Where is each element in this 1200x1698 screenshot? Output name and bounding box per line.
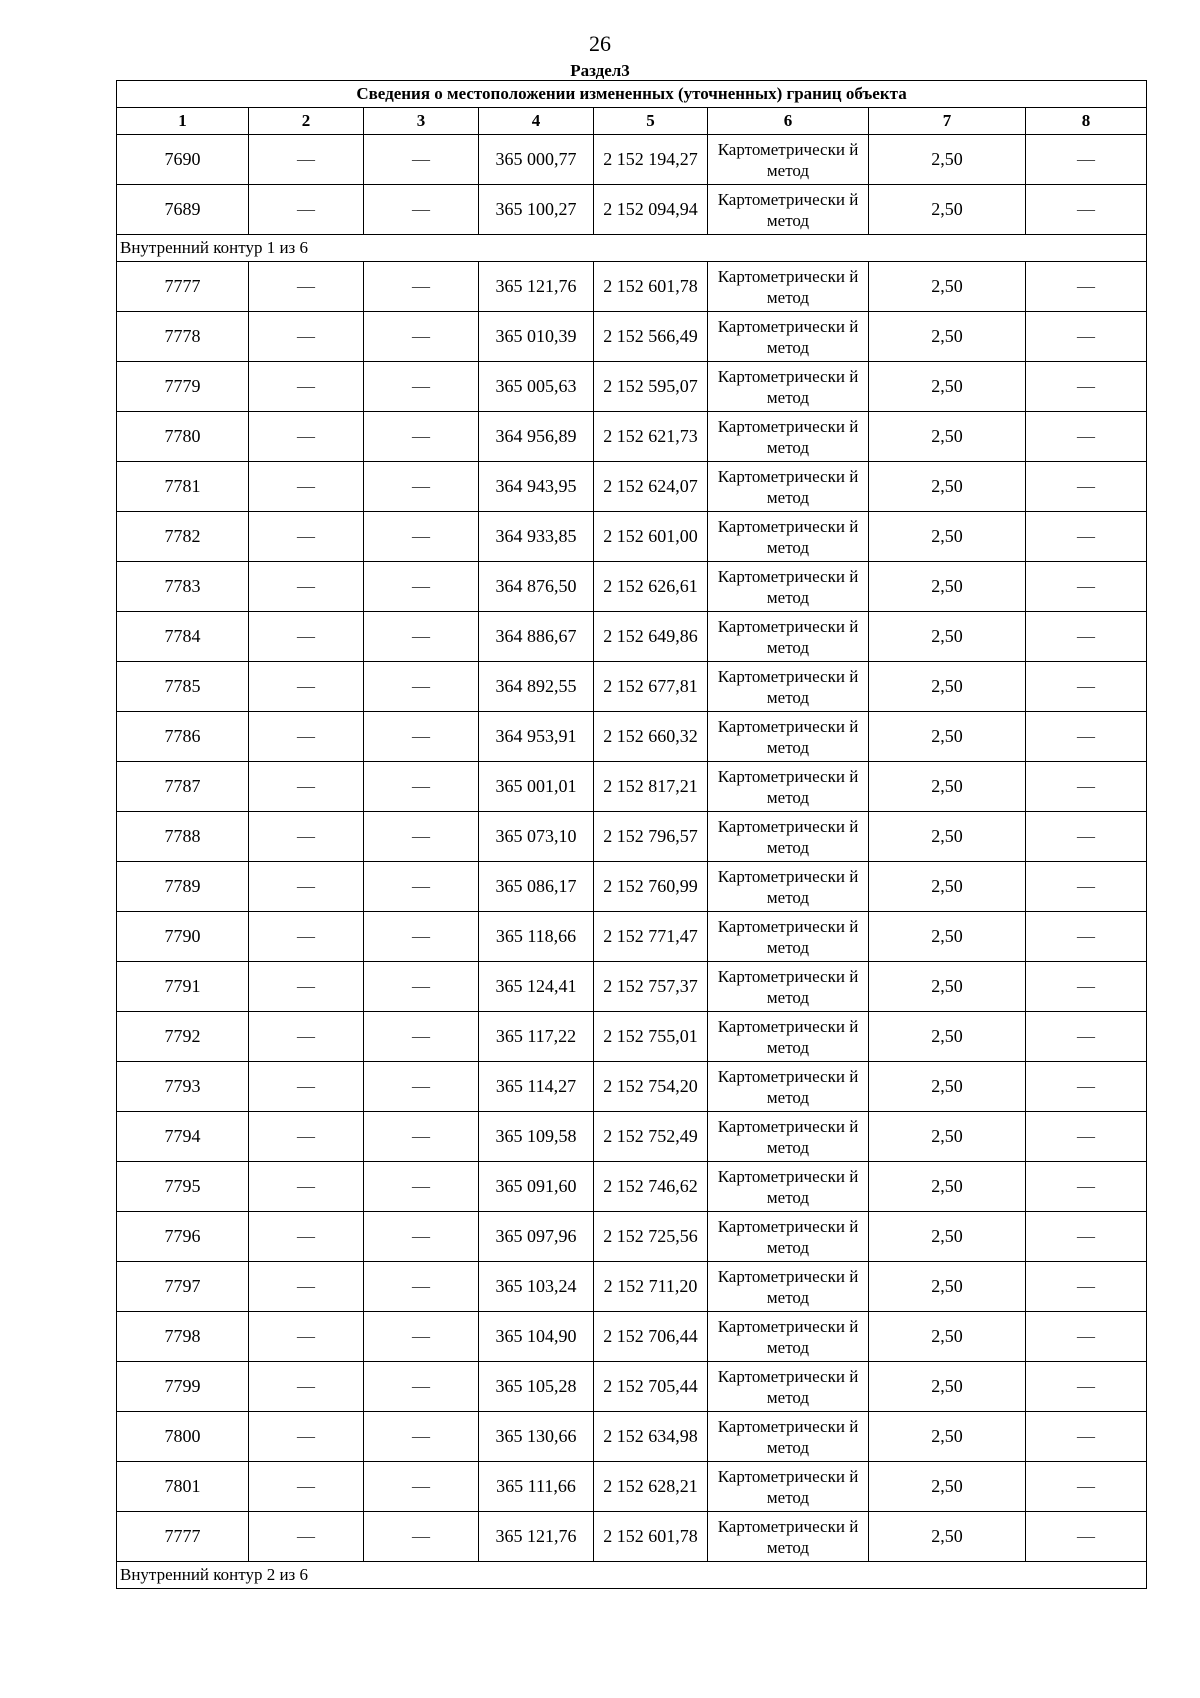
method-cell: Картометрически й метод bbox=[708, 562, 869, 612]
y-coordinate-cell: 2 152 677,81 bbox=[594, 662, 708, 712]
precision-cell: 2,50 bbox=[869, 1062, 1026, 1112]
table-row bbox=[117, 1412, 1147, 1462]
y-coordinate-cell: 2 152 601,78 bbox=[594, 1512, 708, 1562]
y-coordinate-cell: 2 152 634,98 bbox=[594, 1412, 708, 1462]
col3-cell: — bbox=[364, 1162, 479, 1212]
precision-cell: 2,50 bbox=[869, 1362, 1026, 1412]
point-number-cell: 7785 bbox=[117, 662, 249, 712]
col2-cell: — bbox=[249, 512, 364, 562]
table-row bbox=[117, 1262, 1147, 1312]
col2-cell: — bbox=[249, 462, 364, 512]
point-number-cell: 7779 bbox=[117, 362, 249, 412]
col8-cell: — bbox=[1026, 412, 1147, 462]
boundary-coordinates-table bbox=[116, 80, 1147, 1589]
x-coordinate-cell: 365 105,28 bbox=[479, 1362, 594, 1412]
x-coordinate-cell: 365 111,66 bbox=[479, 1462, 594, 1512]
method-cell: Картометрически й метод bbox=[708, 862, 869, 912]
col2-cell: — bbox=[249, 135, 364, 185]
method-cell: Картометрически й метод bbox=[708, 1262, 869, 1312]
col2-cell: — bbox=[249, 862, 364, 912]
precision-cell: 2,50 bbox=[869, 662, 1026, 712]
method-cell: Картометрически й метод bbox=[708, 1212, 869, 1262]
x-coordinate-cell: 365 130,66 bbox=[479, 1412, 594, 1462]
column-number: 4 bbox=[479, 108, 594, 135]
x-coordinate-cell: 365 091,60 bbox=[479, 1162, 594, 1212]
contour-label: Внутренний контур 1 из 6 bbox=[117, 235, 1147, 262]
col8-cell: — bbox=[1026, 912, 1147, 962]
y-coordinate-cell: 2 152 771,47 bbox=[594, 912, 708, 962]
col2-cell: — bbox=[249, 962, 364, 1012]
table-caption-row bbox=[117, 81, 1147, 108]
col8-cell: — bbox=[1026, 1062, 1147, 1112]
table-row bbox=[117, 1062, 1147, 1112]
point-number-cell: 7799 bbox=[117, 1362, 249, 1412]
point-number-cell: 7778 bbox=[117, 312, 249, 362]
y-coordinate-cell: 2 152 752,49 bbox=[594, 1112, 708, 1162]
x-coordinate-cell: 365 001,01 bbox=[479, 762, 594, 812]
col3-cell: — bbox=[364, 962, 479, 1012]
col3-cell: — bbox=[364, 362, 479, 412]
point-number-cell: 7791 bbox=[117, 962, 249, 1012]
method-cell: Картометрически й метод bbox=[708, 1362, 869, 1412]
contour-label: Внутренний контур 2 из 6 bbox=[117, 1562, 1147, 1589]
x-coordinate-cell: 365 124,41 bbox=[479, 962, 594, 1012]
col8-cell: — bbox=[1026, 662, 1147, 712]
col3-cell: — bbox=[364, 1462, 479, 1512]
precision-cell: 2,50 bbox=[869, 462, 1026, 512]
col3-cell: — bbox=[364, 612, 479, 662]
point-number-cell: 7777 bbox=[117, 1512, 249, 1562]
method-cell: Картометрически й метод bbox=[708, 1112, 869, 1162]
col8-cell: — bbox=[1026, 512, 1147, 562]
col8-cell: — bbox=[1026, 1162, 1147, 1212]
col3-cell: — bbox=[364, 862, 479, 912]
precision-cell: 2,50 bbox=[869, 812, 1026, 862]
table-row bbox=[117, 1312, 1147, 1362]
x-coordinate-cell: 364 956,89 bbox=[479, 412, 594, 462]
table-body bbox=[117, 81, 1147, 1589]
col8-cell: — bbox=[1026, 362, 1147, 412]
x-coordinate-cell: 365 109,58 bbox=[479, 1112, 594, 1162]
precision-cell: 2,50 bbox=[869, 912, 1026, 962]
method-cell: Картометрически й метод bbox=[708, 762, 869, 812]
col8-cell: — bbox=[1026, 1362, 1147, 1412]
col3-cell: — bbox=[364, 512, 479, 562]
method-cell: Картометрически й метод bbox=[708, 662, 869, 712]
col2-cell: — bbox=[249, 1262, 364, 1312]
point-number-cell: 7784 bbox=[117, 612, 249, 662]
x-coordinate-cell: 365 104,90 bbox=[479, 1312, 594, 1362]
table-row bbox=[117, 762, 1147, 812]
y-coordinate-cell: 2 152 754,20 bbox=[594, 1062, 708, 1112]
col2-cell: — bbox=[249, 662, 364, 712]
point-number-cell: 7780 bbox=[117, 412, 249, 462]
col3-cell: — bbox=[364, 812, 479, 862]
col2-cell: — bbox=[249, 812, 364, 862]
y-coordinate-cell: 2 152 621,73 bbox=[594, 412, 708, 462]
point-number-cell: 7795 bbox=[117, 1162, 249, 1212]
col8-cell: — bbox=[1026, 462, 1147, 512]
col3-cell: — bbox=[364, 1212, 479, 1262]
section-title: Раздел3 bbox=[570, 61, 630, 80]
y-coordinate-cell: 2 152 711,20 bbox=[594, 1262, 708, 1312]
contour-label-row bbox=[117, 1562, 1147, 1589]
col3-cell: — bbox=[364, 1262, 479, 1312]
x-coordinate-cell: 365 114,27 bbox=[479, 1062, 594, 1112]
column-number: 2 bbox=[249, 108, 364, 135]
col2-cell: — bbox=[249, 912, 364, 962]
column-number: 6 bbox=[708, 108, 869, 135]
x-coordinate-cell: 365 005,63 bbox=[479, 362, 594, 412]
point-number-cell: 7797 bbox=[117, 1262, 249, 1312]
col8-cell: — bbox=[1026, 562, 1147, 612]
table-row bbox=[117, 262, 1147, 312]
point-number-cell: 7796 bbox=[117, 1212, 249, 1262]
precision-cell: 2,50 bbox=[869, 762, 1026, 812]
table-row bbox=[117, 962, 1147, 1012]
table-row bbox=[117, 862, 1147, 912]
method-cell: Картометрически й метод bbox=[708, 185, 869, 235]
precision-cell: 2,50 bbox=[869, 412, 1026, 462]
y-coordinate-cell: 2 152 760,99 bbox=[594, 862, 708, 912]
col8-cell: — bbox=[1026, 862, 1147, 912]
precision-cell: 2,50 bbox=[869, 1262, 1026, 1312]
col8-cell: — bbox=[1026, 262, 1147, 312]
col3-cell: — bbox=[364, 262, 479, 312]
precision-cell: 2,50 bbox=[869, 1512, 1026, 1562]
col2-cell: — bbox=[249, 412, 364, 462]
y-coordinate-cell: 2 152 660,32 bbox=[594, 712, 708, 762]
table-caption: Сведения о местоположении измененных (уточненных) границ объекта bbox=[117, 81, 1147, 108]
col2-cell: — bbox=[249, 1462, 364, 1512]
method-cell: Картометрически й метод bbox=[708, 512, 869, 562]
y-coordinate-cell: 2 152 817,21 bbox=[594, 762, 708, 812]
point-number-cell: 7690 bbox=[117, 135, 249, 185]
method-cell: Картометрически й метод bbox=[708, 462, 869, 512]
table-row bbox=[117, 712, 1147, 762]
y-coordinate-cell: 2 152 626,61 bbox=[594, 562, 708, 612]
x-coordinate-cell: 364 876,50 bbox=[479, 562, 594, 612]
col8-cell: — bbox=[1026, 962, 1147, 1012]
table-row bbox=[117, 562, 1147, 612]
col2-cell: — bbox=[249, 1212, 364, 1262]
point-number-cell: 7793 bbox=[117, 1062, 249, 1112]
y-coordinate-cell: 2 152 755,01 bbox=[594, 1012, 708, 1062]
table-row bbox=[117, 135, 1147, 185]
col3-cell: — bbox=[364, 1112, 479, 1162]
table-row bbox=[117, 185, 1147, 235]
col3-cell: — bbox=[364, 1512, 479, 1562]
col8-cell: — bbox=[1026, 762, 1147, 812]
y-coordinate-cell: 2 152 601,00 bbox=[594, 512, 708, 562]
point-number-cell: 7788 bbox=[117, 812, 249, 862]
table-row bbox=[117, 612, 1147, 662]
table-row bbox=[117, 1112, 1147, 1162]
col2-cell: — bbox=[249, 1012, 364, 1062]
method-cell: Картометрически й метод bbox=[708, 1312, 869, 1362]
table-row bbox=[117, 312, 1147, 362]
col2-cell: — bbox=[249, 1412, 364, 1462]
col8-cell: — bbox=[1026, 1312, 1147, 1362]
x-coordinate-cell: 365 121,76 bbox=[479, 1512, 594, 1562]
x-coordinate-cell: 365 086,17 bbox=[479, 862, 594, 912]
method-cell: Картометрически й метод bbox=[708, 1462, 869, 1512]
col3-cell: — bbox=[364, 1012, 479, 1062]
y-coordinate-cell: 2 152 706,44 bbox=[594, 1312, 708, 1362]
col8-cell: — bbox=[1026, 712, 1147, 762]
col8-cell: — bbox=[1026, 612, 1147, 662]
column-number: 3 bbox=[364, 108, 479, 135]
column-number-row bbox=[117, 108, 1147, 135]
col2-cell: — bbox=[249, 712, 364, 762]
table-row bbox=[117, 1012, 1147, 1062]
precision-cell: 2,50 bbox=[869, 262, 1026, 312]
method-cell: Картометрически й метод bbox=[708, 912, 869, 962]
contour-label-row bbox=[117, 235, 1147, 262]
precision-cell: 2,50 bbox=[869, 562, 1026, 612]
table-row bbox=[117, 512, 1147, 562]
precision-cell: 2,50 bbox=[869, 185, 1026, 235]
x-coordinate-cell: 364 886,67 bbox=[479, 612, 594, 662]
col3-cell: — bbox=[364, 762, 479, 812]
precision-cell: 2,50 bbox=[869, 1112, 1026, 1162]
precision-cell: 2,50 bbox=[869, 612, 1026, 662]
col8-cell: — bbox=[1026, 1212, 1147, 1262]
point-number-cell: 7789 bbox=[117, 862, 249, 912]
col8-cell: — bbox=[1026, 1262, 1147, 1312]
col2-cell: — bbox=[249, 612, 364, 662]
point-number-cell: 7786 bbox=[117, 712, 249, 762]
point-number-cell: 7790 bbox=[117, 912, 249, 962]
y-coordinate-cell: 2 152 725,56 bbox=[594, 1212, 708, 1262]
point-number-cell: 7781 bbox=[117, 462, 249, 512]
point-number-cell: 7798 bbox=[117, 1312, 249, 1362]
x-coordinate-cell: 365 010,39 bbox=[479, 312, 594, 362]
method-cell: Картометрически й метод bbox=[708, 1162, 869, 1212]
point-number-cell: 7801 bbox=[117, 1462, 249, 1512]
col3-cell: — bbox=[364, 1362, 479, 1412]
y-coordinate-cell: 2 152 194,27 bbox=[594, 135, 708, 185]
y-coordinate-cell: 2 152 628,21 bbox=[594, 1462, 708, 1512]
y-coordinate-cell: 2 152 746,62 bbox=[594, 1162, 708, 1212]
point-number-cell: 7792 bbox=[117, 1012, 249, 1062]
x-coordinate-cell: 365 000,77 bbox=[479, 135, 594, 185]
col8-cell: — bbox=[1026, 1012, 1147, 1062]
column-number: 5 bbox=[594, 108, 708, 135]
method-cell: Картометрически й метод bbox=[708, 1012, 869, 1062]
x-coordinate-cell: 365 117,22 bbox=[479, 1012, 594, 1062]
x-coordinate-cell: 365 073,10 bbox=[479, 812, 594, 862]
point-number-cell: 7800 bbox=[117, 1412, 249, 1462]
column-number: 7 bbox=[869, 108, 1026, 135]
col8-cell: — bbox=[1026, 312, 1147, 362]
x-coordinate-cell: 365 097,96 bbox=[479, 1212, 594, 1262]
precision-cell: 2,50 bbox=[869, 312, 1026, 362]
y-coordinate-cell: 2 152 649,86 bbox=[594, 612, 708, 662]
col2-cell: — bbox=[249, 1362, 364, 1412]
method-cell: Картометрически й метод bbox=[708, 135, 869, 185]
col3-cell: — bbox=[364, 312, 479, 362]
method-cell: Картометрически й метод bbox=[708, 312, 869, 362]
x-coordinate-cell: 365 100,27 bbox=[479, 185, 594, 235]
col8-cell: — bbox=[1026, 1462, 1147, 1512]
y-coordinate-cell: 2 152 595,07 bbox=[594, 362, 708, 412]
point-number-cell: 7777 bbox=[117, 262, 249, 312]
table-row bbox=[117, 412, 1147, 462]
col2-cell: — bbox=[249, 185, 364, 235]
table-row bbox=[117, 1212, 1147, 1262]
col3-cell: — bbox=[364, 662, 479, 712]
col8-cell: — bbox=[1026, 185, 1147, 235]
column-number: 8 bbox=[1026, 108, 1147, 135]
table-row bbox=[117, 462, 1147, 512]
x-coordinate-cell: 364 933,85 bbox=[479, 512, 594, 562]
precision-cell: 2,50 bbox=[869, 712, 1026, 762]
col3-cell: — bbox=[364, 562, 479, 612]
table-row bbox=[117, 1512, 1147, 1562]
y-coordinate-cell: 2 152 757,37 bbox=[594, 962, 708, 1012]
x-coordinate-cell: 365 103,24 bbox=[479, 1262, 594, 1312]
col3-cell: — bbox=[364, 412, 479, 462]
table-row bbox=[117, 362, 1147, 412]
y-coordinate-cell: 2 152 705,44 bbox=[594, 1362, 708, 1412]
col2-cell: — bbox=[249, 1112, 364, 1162]
x-coordinate-cell: 365 121,76 bbox=[479, 262, 594, 312]
col2-cell: — bbox=[249, 312, 364, 362]
col8-cell: — bbox=[1026, 135, 1147, 185]
method-cell: Картометрически й метод bbox=[708, 962, 869, 1012]
method-cell: Картометрически й метод bbox=[708, 712, 869, 762]
col3-cell: — bbox=[364, 1312, 479, 1362]
table-row bbox=[117, 662, 1147, 712]
method-cell: Картометрически й метод bbox=[708, 1412, 869, 1462]
col3-cell: — bbox=[364, 712, 479, 762]
col8-cell: — bbox=[1026, 812, 1147, 862]
col3-cell: — bbox=[364, 135, 479, 185]
precision-cell: 2,50 bbox=[869, 1312, 1026, 1362]
col2-cell: — bbox=[249, 1312, 364, 1362]
col8-cell: — bbox=[1026, 1412, 1147, 1462]
col8-cell: — bbox=[1026, 1512, 1147, 1562]
precision-cell: 2,50 bbox=[869, 1412, 1026, 1462]
method-cell: Картометрически й метод bbox=[708, 262, 869, 312]
point-number-cell: 7783 bbox=[117, 562, 249, 612]
col3-cell: — bbox=[364, 1062, 479, 1112]
col3-cell: — bbox=[364, 462, 479, 512]
x-coordinate-cell: 364 943,95 bbox=[479, 462, 594, 512]
table-row bbox=[117, 1462, 1147, 1512]
y-coordinate-cell: 2 152 624,07 bbox=[594, 462, 708, 512]
col2-cell: — bbox=[249, 762, 364, 812]
precision-cell: 2,50 bbox=[869, 862, 1026, 912]
method-cell: Картометрически й метод bbox=[708, 412, 869, 462]
table-row bbox=[117, 812, 1147, 862]
precision-cell: 2,50 bbox=[869, 1462, 1026, 1512]
method-cell: Картометрически й метод bbox=[708, 1512, 869, 1562]
point-number-cell: 7787 bbox=[117, 762, 249, 812]
col2-cell: — bbox=[249, 1062, 364, 1112]
col2-cell: — bbox=[249, 1512, 364, 1562]
precision-cell: 2,50 bbox=[869, 512, 1026, 562]
y-coordinate-cell: 2 152 601,78 bbox=[594, 262, 708, 312]
method-cell: Картометрически й метод bbox=[708, 1062, 869, 1112]
col3-cell: — bbox=[364, 1412, 479, 1462]
col2-cell: — bbox=[249, 262, 364, 312]
table-row bbox=[117, 912, 1147, 962]
x-coordinate-cell: 365 118,66 bbox=[479, 912, 594, 962]
precision-cell: 2,50 bbox=[869, 1212, 1026, 1262]
page-number: 26 bbox=[589, 31, 611, 56]
col3-cell: — bbox=[364, 912, 479, 962]
table-row bbox=[117, 1162, 1147, 1212]
method-cell: Картометрически й метод bbox=[708, 612, 869, 662]
col8-cell: — bbox=[1026, 1112, 1147, 1162]
y-coordinate-cell: 2 152 796,57 bbox=[594, 812, 708, 862]
point-number-cell: 7794 bbox=[117, 1112, 249, 1162]
method-cell: Картометрически й метод bbox=[708, 812, 869, 862]
y-coordinate-cell: 2 152 094,94 bbox=[594, 185, 708, 235]
col2-cell: — bbox=[249, 562, 364, 612]
precision-cell: 2,50 bbox=[869, 135, 1026, 185]
method-cell: Картометрически й метод bbox=[708, 362, 869, 412]
point-number-cell: 7782 bbox=[117, 512, 249, 562]
x-coordinate-cell: 364 953,91 bbox=[479, 712, 594, 762]
table-row bbox=[117, 1362, 1147, 1412]
precision-cell: 2,50 bbox=[869, 1162, 1026, 1212]
col3-cell: — bbox=[364, 185, 479, 235]
precision-cell: 2,50 bbox=[869, 962, 1026, 1012]
col2-cell: — bbox=[249, 362, 364, 412]
precision-cell: 2,50 bbox=[869, 362, 1026, 412]
col2-cell: — bbox=[249, 1162, 364, 1212]
column-number: 1 bbox=[117, 108, 249, 135]
x-coordinate-cell: 364 892,55 bbox=[479, 662, 594, 712]
y-coordinate-cell: 2 152 566,49 bbox=[594, 312, 708, 362]
precision-cell: 2,50 bbox=[869, 1012, 1026, 1062]
point-number-cell: 7689 bbox=[117, 185, 249, 235]
